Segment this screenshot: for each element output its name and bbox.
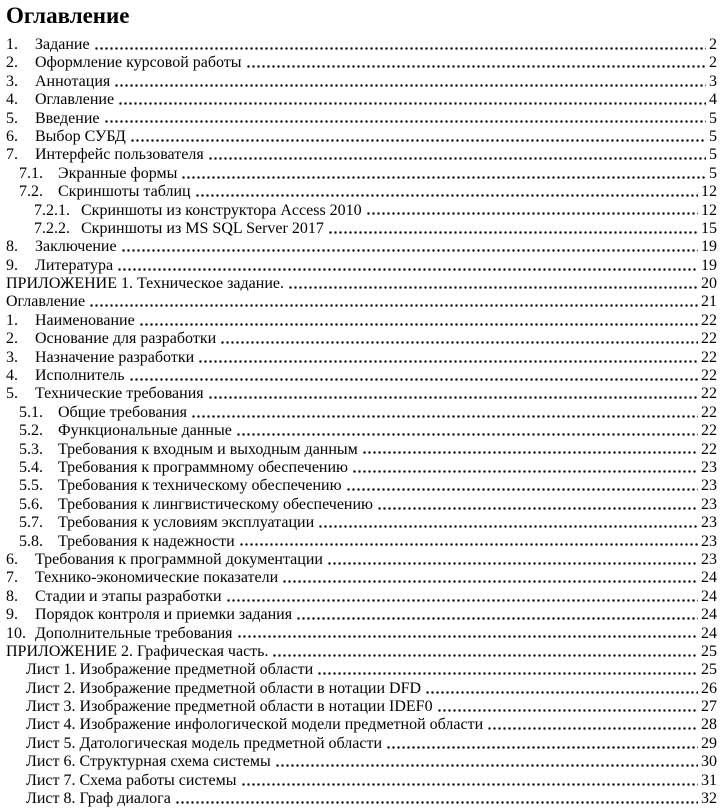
dot-leader	[317, 661, 698, 679]
toc-entry-label: Наименование	[35, 311, 135, 329]
dot-leader	[181, 165, 706, 183]
toc-entry-page: 23	[701, 495, 717, 513]
dot-leader	[195, 183, 698, 201]
toc-entry-page: 23	[701, 532, 717, 550]
toc-entry-page: 19	[701, 256, 717, 274]
toc-entry[interactable]	[6, 514, 717, 532]
toc-entry[interactable]	[6, 753, 717, 771]
toc-entry-label: Лист 8. Граф диалога	[26, 790, 171, 808]
toc-entry-page: 31	[701, 771, 717, 789]
dot-leader	[241, 772, 698, 790]
toc-entry-number: 9.	[6, 606, 18, 624]
toc-entry-label: Лист 5. Датологическая модель предметной области	[26, 734, 383, 752]
dot-leader	[208, 146, 706, 164]
dot-leader	[237, 625, 698, 643]
dot-leader	[117, 257, 698, 275]
toc-entry-page: 22	[701, 348, 717, 366]
dot-leader	[425, 680, 698, 698]
toc-entry-page: 12	[701, 201, 717, 219]
toc-entry[interactable]	[6, 385, 717, 403]
toc-entry-page: 22	[701, 403, 717, 421]
toc-entry[interactable]	[6, 441, 717, 459]
toc-entry[interactable]	[6, 349, 717, 367]
dot-leader	[236, 422, 698, 440]
toc-entry[interactable]	[6, 183, 717, 201]
dot-leader	[139, 312, 698, 330]
dot-leader	[129, 367, 699, 385]
toc-entry-number: 6.	[6, 127, 18, 145]
toc-entry-label: Литература	[35, 256, 114, 274]
toc-entry-page: 20	[701, 275, 717, 293]
toc-entry-number: 9.	[6, 256, 18, 274]
toc-entry-page: 22	[701, 440, 717, 458]
toc-entry-page: 25	[701, 642, 717, 660]
toc-entry[interactable]	[6, 275, 717, 293]
dot-leader	[318, 514, 698, 532]
toc-entry-page: 21	[701, 293, 717, 311]
toc-entry-label: Оглавление	[35, 91, 115, 109]
toc-entry-number: 7.	[6, 146, 18, 164]
toc-entry-page: 23	[701, 514, 717, 532]
toc-entry[interactable]	[6, 330, 717, 348]
toc-entry-page: 5	[709, 164, 717, 182]
toc-entry-page: 24	[701, 624, 717, 642]
toc-list	[6, 36, 717, 808]
toc-entry-number: 3.	[6, 72, 18, 90]
dot-leader	[94, 36, 706, 54]
toc-entry[interactable]	[6, 569, 717, 587]
toc-entry-page: 19	[701, 238, 717, 256]
toc-entry-label: Экранные формы	[58, 164, 178, 182]
toc-entry-page: 2	[709, 54, 717, 72]
toc-entry-page: 15	[701, 219, 717, 237]
toc-entry[interactable]	[6, 661, 717, 679]
toc-entry-number: 10.	[6, 624, 26, 642]
dot-leader	[89, 293, 698, 311]
toc-entry-number: 1.	[6, 311, 18, 329]
dot-leader	[437, 698, 698, 716]
toc-entry-label: Интерфейс пользователя	[35, 146, 204, 164]
toc-entry-label: ПРИЛОЖЕНИЕ 2. Графическая часть.	[6, 642, 269, 660]
toc-entry[interactable]	[6, 367, 717, 385]
toc-entry-label: ПРИЛОЖЕНИЕ 1. Техническое задание.	[6, 275, 284, 293]
toc-entry-page: 24	[701, 587, 717, 605]
dot-leader	[352, 459, 698, 477]
toc-entry[interactable]	[6, 606, 717, 624]
toc-entry-page: 27	[701, 698, 717, 716]
dot-leader	[346, 477, 698, 495]
toc-entry[interactable]	[6, 790, 717, 808]
toc-entry-number: 4.	[6, 91, 18, 109]
dot-leader	[282, 569, 698, 587]
toc-entry-page: 2	[709, 36, 717, 53]
toc-entry-page: 12	[701, 183, 717, 201]
toc-entry-number: 4.	[6, 367, 18, 385]
toc-entry-number: 5.1.	[19, 403, 43, 421]
toc-entry-page: 22	[701, 330, 717, 348]
toc-entry[interactable]	[6, 716, 717, 734]
toc-entry[interactable]	[6, 735, 717, 753]
toc-entry-number: 7.	[6, 569, 18, 587]
toc-entry-label: Задание	[35, 36, 90, 53]
toc-entry-label: Требования к надежности	[58, 532, 235, 550]
dot-leader	[362, 441, 698, 459]
dot-leader	[366, 202, 698, 220]
dot-leader	[198, 349, 698, 367]
toc-entry-page: 26	[701, 679, 717, 697]
toc-entry-page: 5	[709, 109, 717, 127]
toc-entry[interactable]	[6, 220, 717, 238]
toc-entry-label: Лист 4. Изображение инфологической модели предметной области	[26, 716, 484, 734]
toc-entry-label: Требования к условиям эксплуатации	[58, 514, 315, 532]
toc-entry[interactable]	[6, 202, 717, 220]
toc-entry-label: Требования к программной документации	[35, 550, 323, 568]
toc-entry-number: 5.5.	[19, 477, 43, 495]
toc-entry-label: Аннотация	[35, 72, 111, 90]
dot-leader	[246, 54, 706, 72]
toc-entry-page: 23	[701, 550, 717, 568]
toc-entry-label: Лист 6. Структурная схема системы	[26, 753, 271, 771]
toc-entry-label: Требования к программному обеспечению	[58, 458, 348, 476]
toc-entry-number: 7.1.	[19, 164, 43, 182]
dot-leader	[191, 404, 698, 422]
toc-entry[interactable]	[6, 312, 717, 330]
toc-entry-label: Основание для разработки	[35, 330, 217, 348]
toc-entry[interactable]	[6, 73, 717, 91]
toc-entry-label: Лист 2. Изображение предметной области в нотации DFD	[26, 679, 422, 697]
toc-entry-page: 25	[701, 661, 717, 679]
toc-entry-number: 2.	[6, 330, 18, 348]
toc-entry-page: 24	[701, 606, 717, 624]
dot-leader	[226, 588, 698, 606]
toc-entry-label: Скриншоты из конструктора Access 2010	[81, 201, 362, 219]
page-title: Оглавление	[6, 3, 130, 28]
toc-entry-label: Лист 7. Схема работы системы	[26, 771, 237, 789]
toc-entry-number: 2.	[6, 54, 18, 72]
dot-leader	[272, 643, 698, 661]
toc-entry[interactable]	[6, 459, 717, 477]
toc-entry-page: 22	[701, 311, 717, 329]
dot-leader	[118, 91, 706, 109]
toc-entry-page: 4	[709, 91, 717, 109]
toc-entry-label: Выбор СУБД	[35, 127, 126, 145]
toc-entry-label: Требования к техническому обеспечению	[58, 477, 342, 495]
toc-entry[interactable]	[6, 422, 717, 440]
toc-entry-number: 6.	[6, 550, 18, 568]
dot-leader	[175, 790, 698, 808]
toc-entry[interactable]	[6, 533, 717, 551]
dot-leader	[220, 330, 698, 348]
toc-entry-number: 3.	[6, 348, 18, 366]
toc-entry-label: Стадии и этапы разработки	[35, 587, 222, 605]
toc-entry[interactable]	[6, 36, 717, 54]
toc-entry[interactable]	[6, 698, 717, 716]
toc-entry[interactable]	[6, 588, 717, 606]
toc-entry-number: 1.	[6, 36, 18, 53]
toc-entry-number: 7.2.1.	[34, 201, 70, 219]
dot-leader	[239, 533, 698, 551]
toc-entry-page: 5	[709, 146, 717, 164]
toc-entry-page: 30	[701, 753, 717, 771]
toc-entry[interactable]	[6, 257, 717, 275]
toc-entry-label: Скриншоты таблиц	[58, 183, 191, 201]
toc-entry-label: Скриншоты из MS SQL Server 2017	[81, 219, 324, 237]
toc-entry-number: 5.	[6, 385, 18, 403]
toc-entry[interactable]	[6, 128, 717, 146]
toc-entry[interactable]	[6, 680, 717, 698]
toc-entry[interactable]	[6, 477, 717, 495]
toc-entry[interactable]	[6, 91, 717, 109]
toc-entry[interactable]	[6, 110, 717, 128]
dot-leader	[328, 220, 698, 238]
dot-leader	[296, 606, 698, 624]
toc-entry-label: Порядок контроля и приемки задания	[35, 606, 293, 624]
dot-leader	[104, 110, 707, 128]
toc-entry-label: Назначение разработки	[35, 348, 195, 366]
toc-entry-page: 22	[701, 385, 717, 403]
toc-entry-page: 22	[701, 367, 717, 385]
toc-entry-label: Технико-экономические показатели	[35, 569, 279, 587]
toc-entry-number: 7.2.	[19, 183, 43, 201]
toc-entry[interactable]	[6, 496, 717, 514]
toc-entry-number: 5.8.	[19, 532, 43, 550]
toc-entry-number: 5.3.	[19, 440, 43, 458]
dot-leader	[288, 275, 698, 293]
toc-entry-label: Лист 1. Изображение предметной области	[26, 661, 314, 679]
toc-entry-page: 5	[709, 127, 717, 145]
toc-entry-number: 5.	[6, 109, 18, 127]
toc-entry-number: 5.2.	[19, 422, 43, 440]
toc-entry-label: Лист 3. Изображение предметной области в нотации IDEF0	[26, 698, 433, 716]
toc-entry[interactable]	[6, 165, 717, 183]
toc-entry-page: 28	[701, 716, 717, 734]
toc-entry[interactable]	[6, 293, 717, 311]
dot-leader	[121, 238, 698, 256]
toc-entry-number: 5.7.	[19, 514, 43, 532]
toc-entry[interactable]	[6, 146, 717, 164]
toc-entry-label: Заключение	[35, 238, 117, 256]
dot-leader	[377, 496, 698, 514]
dot-leader	[327, 551, 698, 569]
toc-entry[interactable]	[6, 625, 717, 643]
toc-entry[interactable]	[6, 404, 717, 422]
toc-entry[interactable]	[6, 54, 717, 72]
toc-entry-page: 32	[701, 790, 717, 808]
toc-entry-number: 8.	[6, 238, 18, 256]
toc-entry-number: 5.4.	[19, 458, 43, 476]
toc-entry-number: 7.2.2.	[34, 219, 70, 237]
toc-entry-label: Оформление курсовой работы	[35, 54, 242, 72]
toc-entry[interactable]	[6, 772, 717, 790]
toc-entry-label: Требования к входным и выходным данным	[58, 440, 358, 458]
toc-entry-number: 5.6.	[19, 495, 43, 513]
toc-entry-label: Функциональные данные	[58, 422, 232, 440]
toc-entry[interactable]	[6, 551, 717, 569]
toc-entry-page: 23	[701, 458, 717, 476]
toc-entry-page: 22	[701, 422, 717, 440]
toc-entry[interactable]	[6, 238, 717, 256]
dot-leader	[275, 753, 698, 771]
toc-entry-page: 23	[701, 477, 717, 495]
toc-entry-page: 29	[701, 734, 717, 752]
toc-entry-page: 3	[709, 72, 717, 90]
dot-leader	[386, 735, 698, 753]
toc-entry-label: Введение	[35, 109, 100, 127]
dot-leader	[487, 716, 698, 734]
toc-entry-label: Оглавление	[6, 293, 86, 311]
toc-entry-label: Требования к лингвистическому обеспечению	[58, 495, 374, 513]
dot-leader	[114, 73, 706, 91]
toc-entry-label: Дополнительные требования	[35, 624, 233, 642]
toc-entry-label: Технические требования	[35, 385, 204, 403]
toc-entry-number: 8.	[6, 587, 18, 605]
toc-entry[interactable]	[6, 643, 717, 661]
dot-leader	[208, 385, 698, 403]
toc-entry-page: 24	[701, 569, 717, 587]
dot-leader	[130, 128, 706, 146]
toc-entry-label: Общие требования	[58, 403, 188, 421]
toc-entry-label: Исполнитель	[35, 367, 125, 385]
